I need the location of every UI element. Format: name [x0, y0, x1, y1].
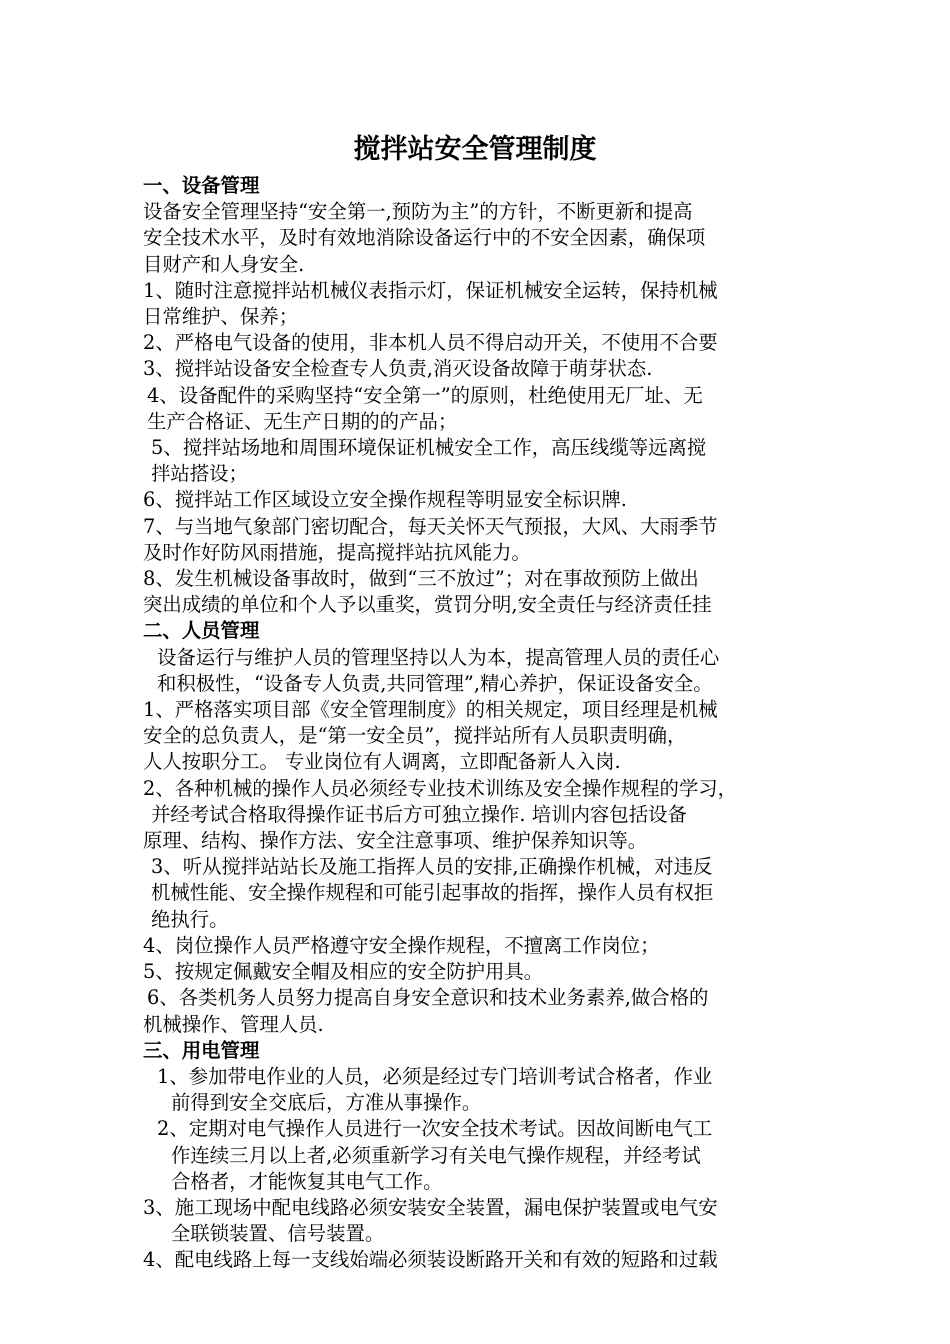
text-line: 2、各种机械的操作人员必须经专业技术训练及安全操作规程的学习，: [143, 776, 738, 800]
text-line: 及时作好防风雨措施，提高搅拌站抗风能力。: [143, 540, 531, 564]
text-line: 并经考试合格取得操作证书后方可独立操作. 培训内容包括设备: [151, 802, 687, 826]
text-line: 2、定期对电气操作人员进行一次安全技术考试。因故间断电气工: [157, 1117, 713, 1141]
text-line: 7、与当地气象部门密切配合，每天关怀天气预报，大风、大雨季节: [143, 514, 718, 538]
text-line: 安全技术水平，及时有效地消除设备运行中的不安全因素，确保项: [143, 226, 706, 250]
text-line: 合格者，才能恢复其电气工作。: [171, 1169, 443, 1193]
text-line: 作连续三月以上者,必须重新学习有关电气操作规程，并经考试: [171, 1143, 701, 1167]
text-line: 目财产和人身安全.: [143, 252, 305, 276]
document-title: 搅拌站安全管理制度: [353, 134, 597, 165]
text-line: 3、听从搅拌站站长及施工指挥人员的安排,正确操作机械，对违反: [151, 855, 713, 879]
text-line: 2、严格电气设备的使用，非本机人员不得启动开关，不使用不合要: [143, 331, 718, 355]
text-line: 4、设备配件的采购坚持“安全第一”的原则，杜绝使用无厂址、无: [147, 383, 703, 407]
text-line: 1、随时注意搅拌站机械仪表指示灯，保证机械安全运转，保持机械: [143, 278, 718, 302]
text-line: 日常维护、保养；: [143, 305, 299, 329]
text-line: 1、参加带电作业的人员，必须是经过专门培训考试合格者，作业: [157, 1064, 713, 1088]
section-heading: 一、设备管理: [143, 174, 260, 197]
text-line: 8、发生机械设备事故时，做到“三不放过”；对在事故预防上做出: [143, 567, 699, 591]
text-line: 设备运行与维护人员的管理坚持以人为本，提高管理人员的责任心: [157, 645, 720, 669]
text-line: 和积极性，“设备专人负责,共同管理”,精心养护，保证设备安全。: [157, 671, 713, 695]
text-line: 绝执行。: [151, 907, 229, 931]
text-line: 全联锁装置、信号装置。: [171, 1222, 385, 1246]
text-line: 5、按规定佩戴安全帽及相应的安全防护用具。: [143, 960, 544, 984]
section-heading: 三、用电管理: [143, 1038, 260, 1062]
section-heading: 二、人员管理: [143, 619, 260, 643]
text-line: 6、搅拌站工作区域设立安全操作规程等明显安全标识牌.: [143, 488, 627, 512]
text-line: 3、搅拌站设备安全检查专人负责,消灭设备故障于萌芽状态.: [143, 357, 653, 381]
text-line: 人人按职分工。 专业岗位有人调离，立即配备新人入岗.: [143, 750, 621, 774]
text-line: 安全的总负责人，是“第一安全员”，搅拌站所有人员职责明确，: [143, 724, 687, 748]
text-line: 拌站搭设；: [151, 462, 248, 486]
text-line: 前得到安全交底后，方准从事操作。: [171, 1091, 482, 1115]
text-line: 4、配电线路上每一支线始端必须装设断路开关和有效的短路和过载: [143, 1248, 718, 1272]
text-line: 1、严格落实项目部《安全管理制度》的相关规定，项目经理是机械: [143, 698, 718, 722]
text-line: 机械性能、安全操作规程和可能引起事故的指挥，操作人员有权拒: [151, 881, 714, 905]
text-line: 3、施工现场中配电线路必须安装安全装置，漏电保护装置或电气安: [143, 1195, 718, 1219]
text-line: 5、搅拌站场地和周围环境保证机械安全工作，高压线缆等远离搅: [151, 436, 707, 460]
text-line: 6、各类机务人员努力提高自身安全意识和技术业务素养,做合格的: [147, 986, 709, 1010]
text-line: 原理、结构、操作方法、安全注意事项、维护保养知识等。: [143, 829, 648, 853]
text-line: 生产合格证、无生产日期的的产品；: [147, 409, 458, 433]
text-line: 机械操作、管理人员.: [143, 1012, 324, 1036]
text-line: 4、岗位操作人员严格遵守安全操作规程，不擅离工作岗位；: [143, 933, 660, 957]
document-body: [143, 173, 815, 1274]
text-line: 突出成绩的单位和个人予以重奖，赏罚分明,安全责任与经济责任挂: [143, 593, 712, 617]
text-line: 设备安全管理坚持“安全第一,预防为主”的方针，不断更新和提高: [143, 200, 693, 224]
